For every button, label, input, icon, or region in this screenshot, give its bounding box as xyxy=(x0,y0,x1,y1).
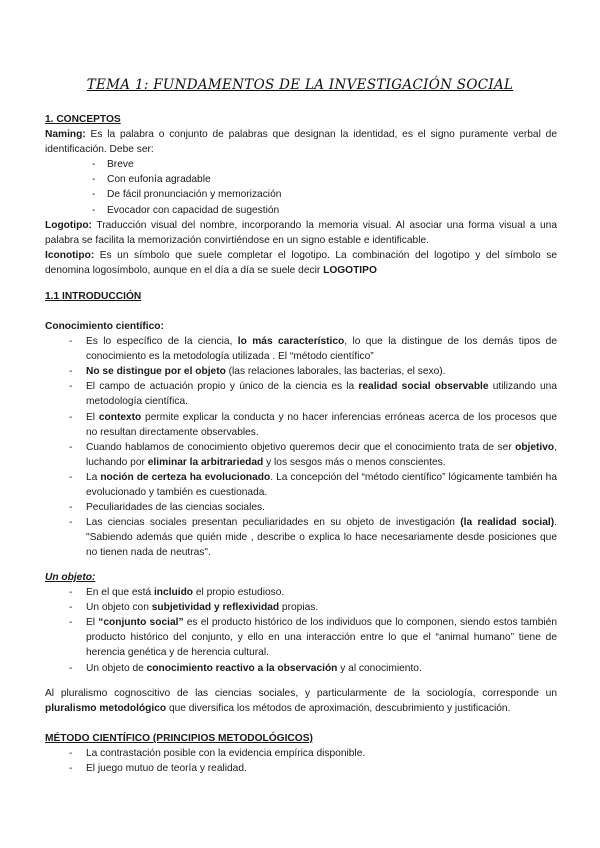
list-item: - El campo de actuación propio y único de la ciencia es la realidad social observable utilizando una metodología científica. xyxy=(45,379,557,409)
list-item: - La noción de certeza ha evolucionado. La concepción del “método científico” lógicamente también ha evolucionado y también es cuestionada. xyxy=(45,470,557,500)
conocimiento-list xyxy=(45,334,557,560)
list-item: - Peculiaridades de las ciencias sociales. xyxy=(45,500,557,515)
list-item: - Breve xyxy=(45,157,557,172)
iconotipo-paragraph xyxy=(45,248,557,278)
list-item: - Un objeto de conocimiento reactivo a la observación y al conocimiento. xyxy=(45,661,557,676)
section-metodo xyxy=(45,731,557,776)
page-title: TEMA 1: FUNDAMENTOS DE LA INVESTIGACIÓN SOCIAL xyxy=(86,77,514,93)
list-item: - El juego mutuo de teoría y realidad. xyxy=(45,761,557,776)
list-item: - La contrastación posible con la evidencia empírica disponible. xyxy=(45,746,557,761)
iconotipo-label: Iconotipo: xyxy=(45,249,95,261)
list-item: - Es lo específico de la ciencia, lo más característico, lo que la distingue de los demás tipos de conocimiento es la metodología utilizada . El “método científico” xyxy=(45,334,557,364)
objeto-heading: Un objeto: xyxy=(45,572,96,583)
logotipo-text: Traducción visual del nombre, incorporando la memoria visual. Al asociar una forma visual a una palabra se facilita la memorización convirtiéndose en un signo estable e identificable. xyxy=(45,219,557,246)
list-item: - El “conjunto social” es el producto histórico de los individuos que lo componen, siendo estos también producto histórico del conjunto, y ello en una interacción entre lo que el “animal humano” tiene de herencia genética y de herencia cultural. xyxy=(45,615,557,660)
metodo-heading: MÉTODO CIENTÍFICO (PRINCIPIOS METODOLÓGICOS) xyxy=(45,733,313,744)
section-heading-introduccion: 1.1 INTRODUCCIÓN xyxy=(45,291,142,302)
metodo-list xyxy=(45,746,557,776)
naming-text: Es la palabra o conjunto de palabras que designan la identidad, es el signo puramente verbal de identificación. Debe ser: xyxy=(45,129,557,156)
section-conceptos xyxy=(45,112,557,278)
list-item: - El contexto permite explicar la conducta y no hacer inferencias erróneas acerca de los procesos que no resultan directamente observables. xyxy=(45,410,557,440)
section-objeto xyxy=(45,570,557,676)
iconotipo-bold: LOGOTIPO xyxy=(323,264,377,276)
naming-list xyxy=(45,157,557,217)
list-item: - Con eufonía agradable xyxy=(45,172,557,187)
pluralismo-paragraph: Al pluralismo cognoscitivo de las ciencias sociales, y particularmente de la sociología, corresponde un pluralismo metodológico que diversifica los métodos de aproximación, descubrimiento y justificación. xyxy=(45,688,557,715)
list-item: - En el que está incluido el propio estudioso. xyxy=(45,585,557,600)
objeto-list xyxy=(45,585,557,676)
list-item: - Evocador con capacidad de sugestión xyxy=(45,203,557,218)
iconotipo-text: Es un símbolo que suele completar el logotipo. La combinación del logotipo y del símbolo se denomina logosímbolo, aunque en el día a día se suele decir xyxy=(45,249,557,276)
list-item: - Un objeto con subjetividad y reflexividad propias. xyxy=(45,600,557,615)
list-item: - De fácil pronunciación y memorización xyxy=(45,187,557,202)
logotipo-label: Logotipo: xyxy=(45,219,92,231)
naming-label: Naming: xyxy=(45,129,86,141)
logotipo-paragraph xyxy=(45,218,557,248)
list-item: - No se distingue por el objeto (las relaciones laborales, las bacterias, el sexo). xyxy=(45,364,557,379)
list-item: - Cuando hablamos de conocimiento objetivo queremos decir que el conocimiento trata de ser objetivo, luchando por eliminar la arbitrariedad y los sesgos más o menos conscientes. xyxy=(45,440,557,470)
list-item: - Las ciencias sociales presentan peculiaridades en su objeto de investigación (la realidad social). "Sabiendo además que quién mide , describe o explica lo hace necesariamente desde posiciones que no tienen nada de neutras". xyxy=(45,515,557,560)
section-heading-introduccion-wrap xyxy=(45,289,557,304)
conocimiento-heading: Conocimiento científico: xyxy=(45,321,164,332)
section-conocimiento xyxy=(45,319,557,561)
section-heading-conceptos: 1. CONCEPTOS xyxy=(45,114,121,125)
naming-paragraph xyxy=(45,127,557,157)
